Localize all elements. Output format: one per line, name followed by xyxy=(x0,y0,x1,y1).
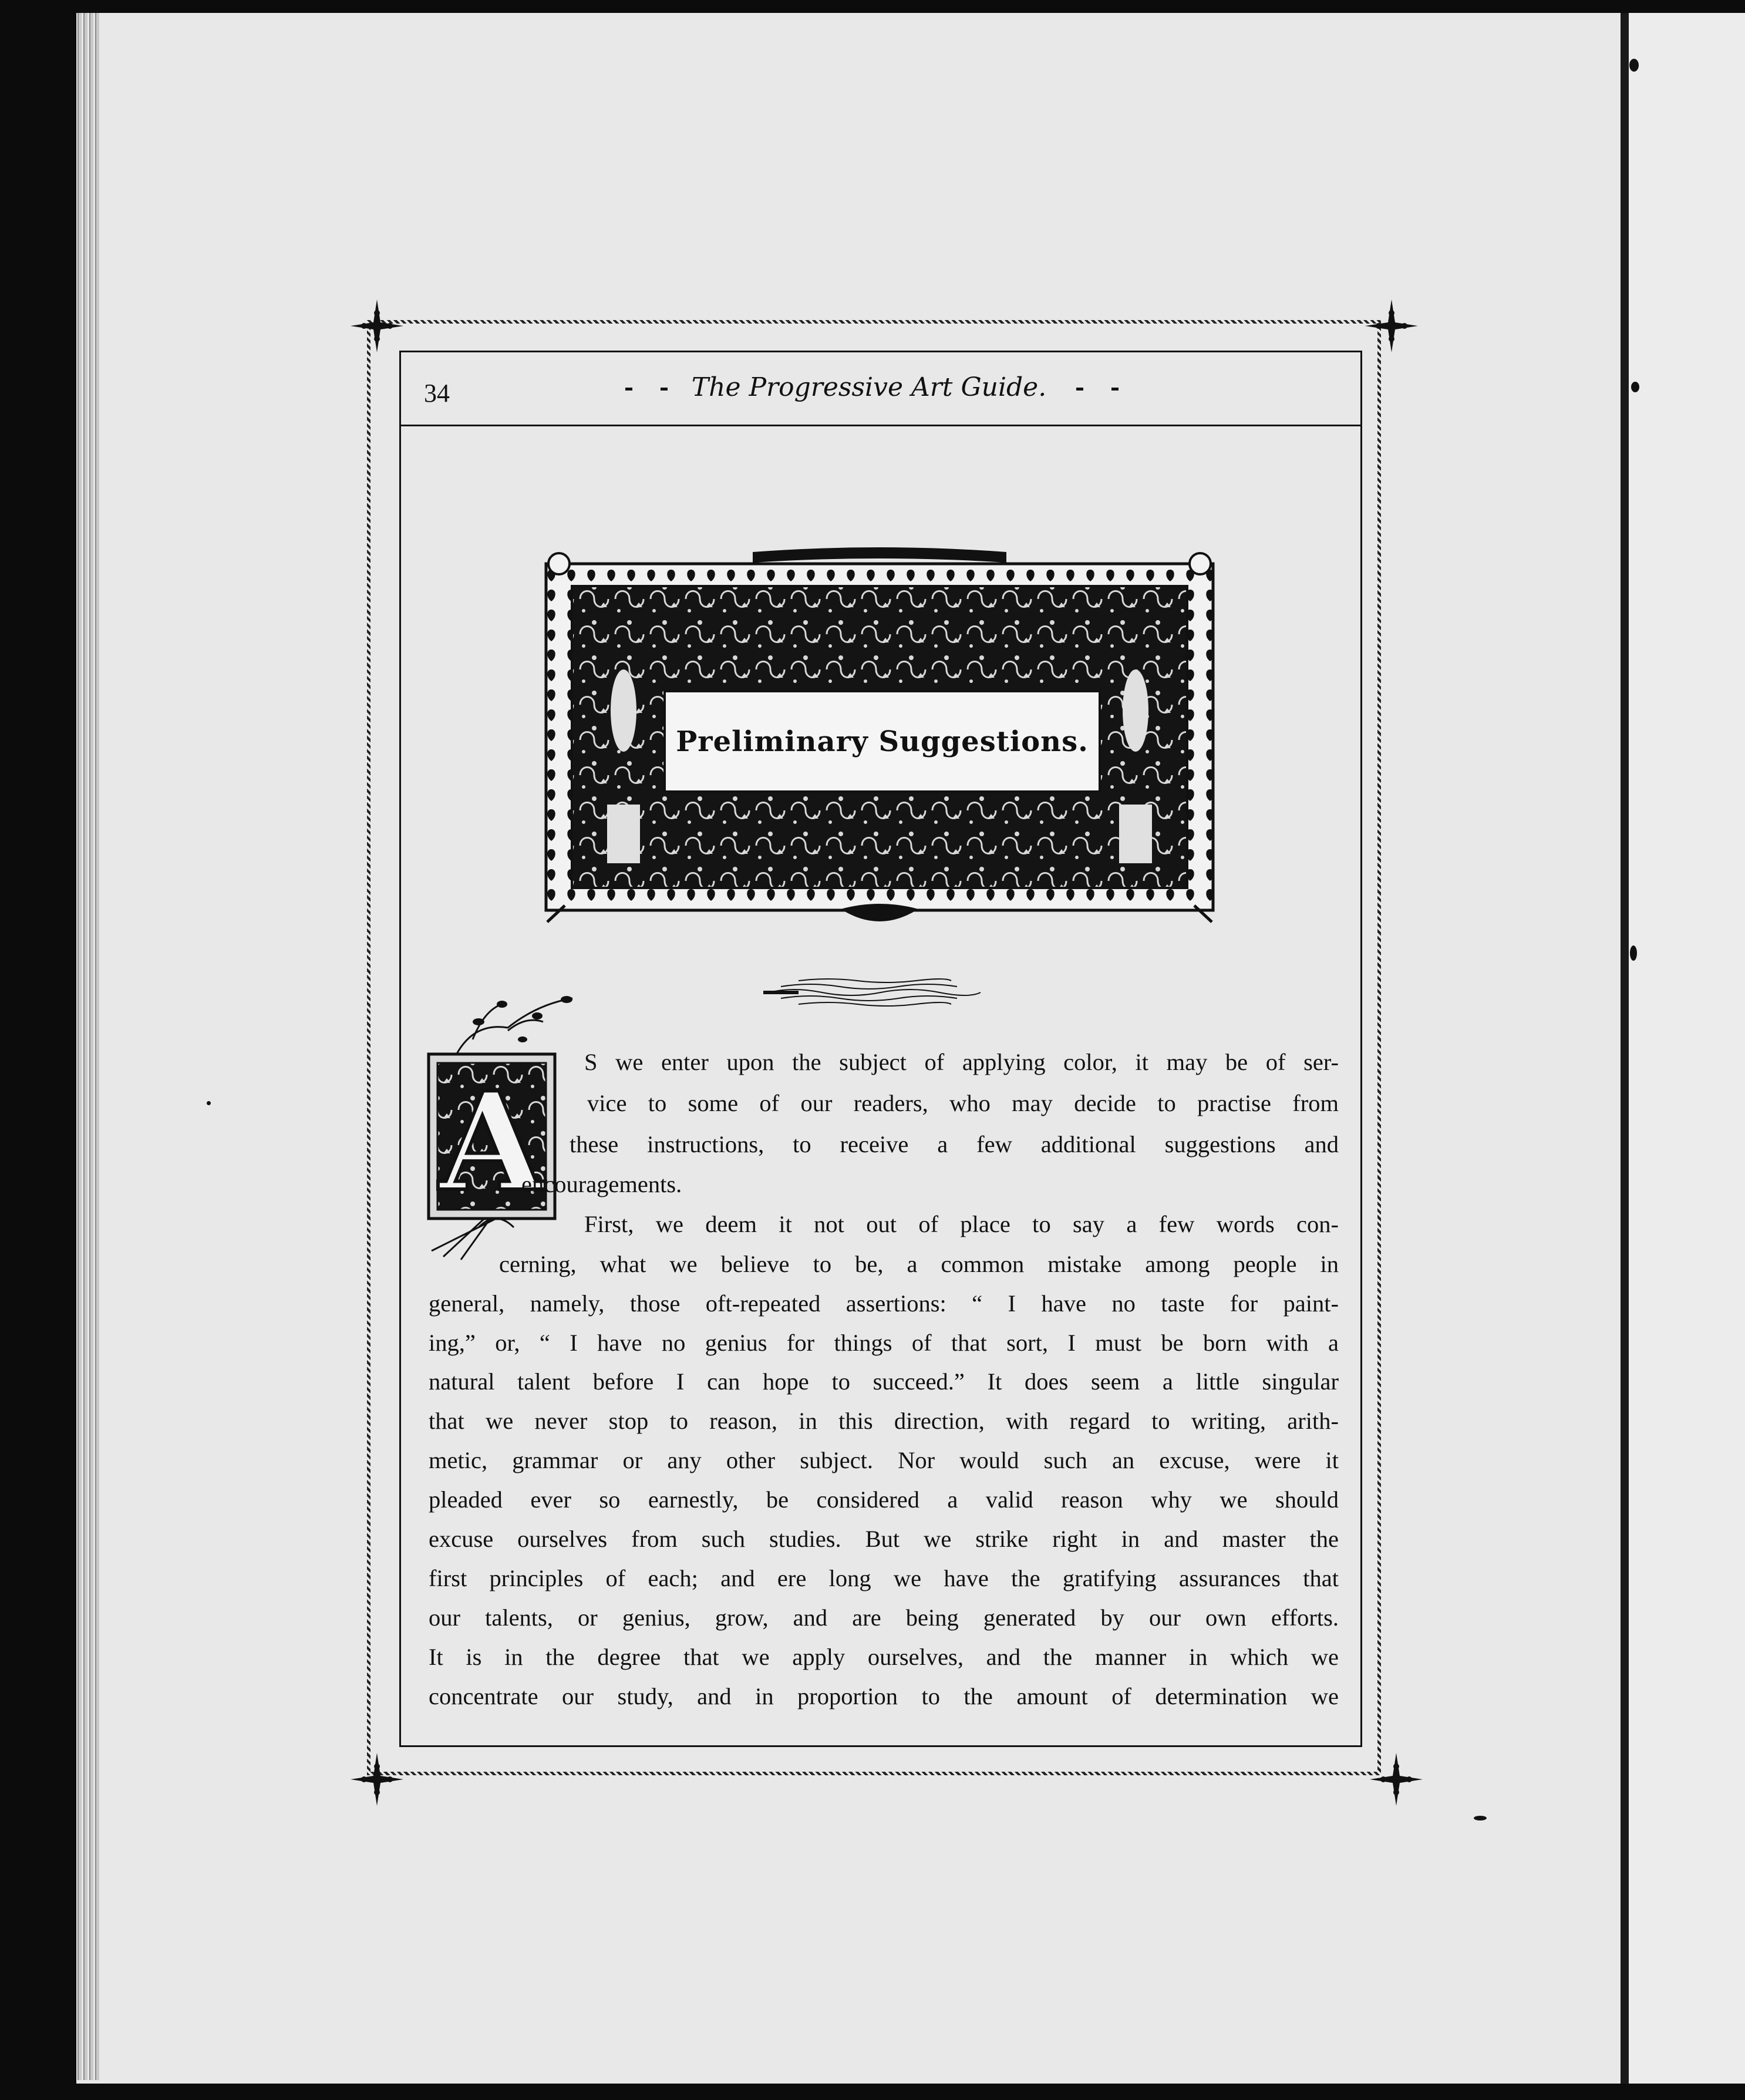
body-text-line: S we enter upon the subject of applying color, it may be of ser- xyxy=(584,1049,1339,1075)
body-text-line: first principles of each; and ere long we have the gratifying assurances that xyxy=(429,1565,1339,1591)
running-title: The Progressive Art Guide. xyxy=(691,372,1047,402)
corner-flourish-icon xyxy=(348,297,406,355)
wavy-divider-icon xyxy=(763,975,986,1010)
body-text-line: that we never stop to reason, in this direction, with regard to writing, arith- xyxy=(429,1408,1339,1434)
body-text-line: First, we deem it not out of place to say a few words con- xyxy=(584,1211,1339,1237)
body-text-line: cerning, what we believe to be, a common mistake among people in xyxy=(499,1251,1339,1277)
corner-flourish-icon xyxy=(1362,297,1421,355)
body-text-line: these instructions, to receive a few additional suggestions and xyxy=(570,1131,1339,1157)
page-stack-edge xyxy=(95,13,99,2080)
title-dash xyxy=(1111,388,1119,391)
scan-speck xyxy=(1631,382,1639,392)
body-text-line: It is in the degree that we apply ourselves, and the manner in which we xyxy=(429,1644,1339,1670)
body-text-line: vice to some of our readers, who may decide to practise from xyxy=(587,1090,1339,1116)
scan-left-edge xyxy=(0,0,76,2100)
body-text-line: our talents, or genius, grow, and are being generated by our own efforts. xyxy=(429,1604,1339,1631)
scan-top-edge xyxy=(0,0,1745,13)
scan-speck xyxy=(1474,1816,1487,1820)
page-stack-edge xyxy=(78,13,82,2080)
body-text-line: encouragements. xyxy=(521,1171,682,1197)
scan-speck xyxy=(207,1101,211,1105)
drop-cap-letter: A xyxy=(439,1063,544,1221)
body-text-line: general, namely, those oft-repeated assertions: “ I have no taste for paint- xyxy=(429,1290,1339,1317)
body-text-line: concentrate our study, and in proportion to the amount of determination we xyxy=(429,1683,1339,1709)
corner-flourish-icon xyxy=(1367,1750,1426,1809)
section-heading: Preliminary Suggestions. xyxy=(676,725,1089,758)
scan-speck xyxy=(1629,59,1639,72)
scan-bottom-edge xyxy=(0,2084,1745,2100)
body-text-line: ing,” or, “ I have no genius for things of that sort, I must be born with a xyxy=(429,1330,1339,1356)
body-text-line: metic, grammar or any other subject. Nor would such an excuse, were it xyxy=(429,1447,1339,1473)
heading-box xyxy=(663,690,1101,793)
title-dash xyxy=(1076,388,1083,391)
body-text-line: pleaded ever so earnestly, be considered a valid reason why we should xyxy=(429,1486,1339,1513)
body-text-line: excuse ourselves from such studies. But we strike right in and master the xyxy=(429,1526,1339,1552)
corner-flourish-icon xyxy=(348,1750,406,1809)
page-number: 34 xyxy=(424,379,450,408)
page-stack-edge xyxy=(83,13,87,2080)
book-gutter xyxy=(1621,13,1629,2084)
body-text-line: natural talent before I can hope to succeed.” It does seem a little singular xyxy=(429,1368,1339,1395)
facing-page-edge xyxy=(1629,13,1745,2084)
illuminated-drop-cap xyxy=(420,987,587,1263)
scan-speck xyxy=(1630,945,1637,961)
header-rule xyxy=(399,425,1362,426)
page-stack-edge xyxy=(89,13,93,2080)
